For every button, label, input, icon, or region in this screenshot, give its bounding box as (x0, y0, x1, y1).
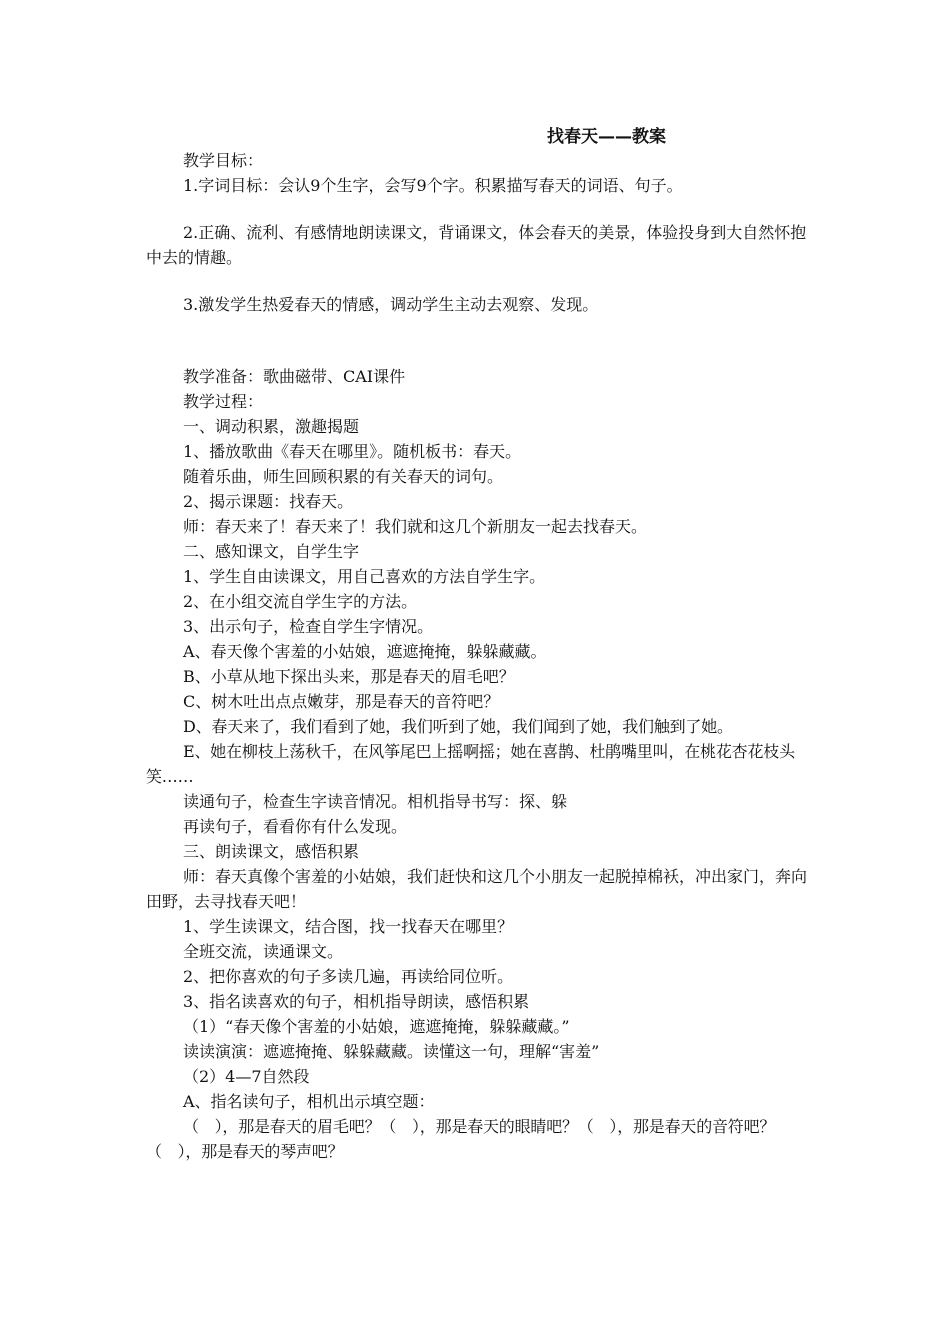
section-heading: 三、朗读课文，感悟积累 (183, 842, 360, 861)
paragraph: 1.字词目标：会认9个生字，会写9个字。积累描写春天的词语、句子。 (183, 176, 683, 195)
paragraph: 再读句子，看看你有什么发现。 (183, 817, 408, 836)
paragraph: 师：春天真像个害羞的小姑娘，我们赶快和这几个小朋友一起脱掉棉袄，冲出家门，奔向田野，去寻找春天吧！ (146, 867, 808, 911)
paragraph: 教学准备：歌曲磁带、CAI课件 (183, 367, 406, 386)
paragraph: C、树木吐出点点嫩芽，那是春天的音符吧？ (183, 692, 500, 711)
paragraph: A、春天像个害羞的小姑娘，遮遮掩掩，躲躲藏藏。 (183, 642, 547, 661)
document-body (146, 148, 810, 1164)
paragraph: 3、指名读喜欢的句子，相机指导朗读，感悟积累 (183, 992, 530, 1011)
paragraph: 全班交流，读通课文。 (183, 942, 344, 961)
paragraph: 教学过程： (183, 392, 264, 411)
paragraph: （1）“春天像个害羞的小姑娘，遮遮掩掩，躲躲藏藏。” (183, 1017, 570, 1036)
document-title: 找春天——教案 (547, 127, 666, 147)
paragraph: D、春天来了，我们看到了她，我们听到了她，我们闻到了她，我们触到了她。 (183, 717, 733, 736)
paragraph: 2、在小组交流自学生字的方法。 (183, 592, 418, 611)
paragraph: 3、出示句子，检查自学生字情况。 (183, 617, 434, 636)
paragraph: B、小草从地下探出头来，那是春天的眉毛吧？ (183, 667, 515, 686)
paragraph: 随着乐曲，师生回顾积累的有关春天的词句。 (183, 467, 504, 486)
paragraph: 2.正确、流利、有感情地朗读课文，背诵课文，体会春天的美景，体验投身到大自然怀抱中去的情趣。 (146, 223, 807, 267)
paragraph: 1、播放歌曲《春天在哪里》。随机板书：春天。 (183, 442, 522, 461)
paragraph: 1、学生自由读课文，用自己喜欢的方法自学生字。 (183, 567, 546, 586)
paragraph: 2、揭示课题：找春天。 (183, 492, 354, 511)
paragraph: 2、把你喜欢的句子多读几遍，再读给同位听。 (183, 967, 514, 986)
paragraph: 读通句子，检查生字读音情况。相机指导书写：探、躲 (183, 792, 568, 811)
paragraph: 1、学生读课文，结合图，找一找春天在哪里？ (183, 917, 514, 936)
paragraph: 教学目标： (183, 151, 264, 170)
paragraph: 3.激发学生热爱春天的情感，调动学生主动去观察、发现。 (183, 295, 599, 314)
paragraph: （ ），那是春天的眉毛吧？（ ），那是春天的眼睛吧？（ ），那是春天的音符吧？（ ），那是春天的琴声吧？ (146, 1117, 776, 1161)
paragraph: 读读演演：遮遮掩掩、躲躲藏藏。读懂这一句，理解“害羞” (183, 1042, 600, 1061)
paragraph: （2）4—7自然段 (183, 1067, 310, 1086)
paragraph: 师：春天来了！春天来了！我们就和这几个新朋友一起去找春天。 (183, 517, 648, 536)
section-heading: 一、调动积累，激趣揭题 (183, 417, 360, 436)
paragraph: A、指名读句子，相机出示填空题： (183, 1092, 435, 1111)
section-heading: 二、感知课文，自学生字 (183, 542, 360, 561)
paragraph: E、她在柳枝上荡秋千，在风筝尾巴上摇啊摇；她在喜鹊、杜鹃嘴里叫，在桃花杏花枝头笑…… (146, 742, 795, 786)
